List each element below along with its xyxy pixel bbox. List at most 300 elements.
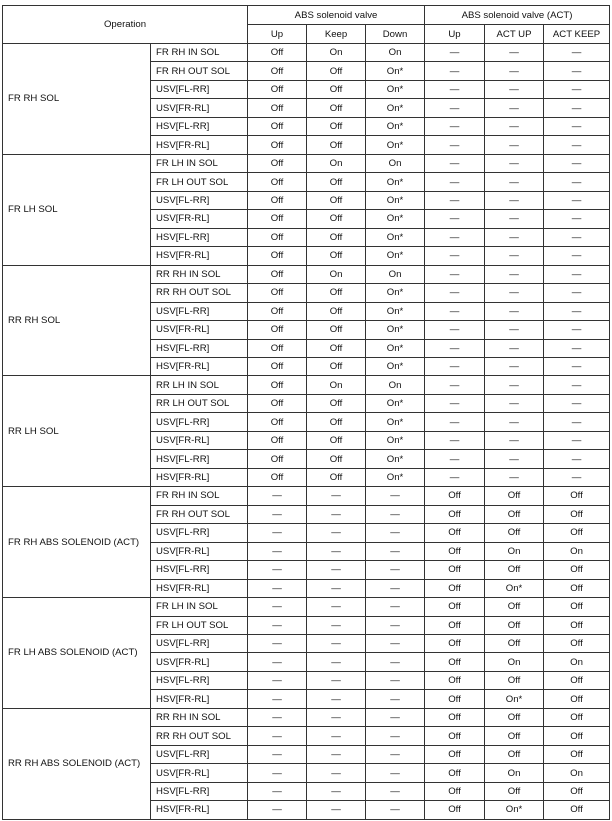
state-value-cell: — [485,136,544,154]
state-value-cell: — [425,62,485,80]
state-value-cell: — [485,191,544,209]
state-value-cell: — [544,247,610,265]
state-value-cell: On* [366,247,425,265]
header-col-act-up: ACT UP [485,25,544,44]
state-value-cell: — [544,80,610,98]
state-value-cell: — [248,690,307,708]
state-value-cell: — [248,635,307,653]
state-value-cell: On [485,542,544,560]
state-value-cell: On* [366,80,425,98]
state-value-cell: Off [307,228,366,246]
header-col-act-keep: ACT KEEP [544,25,610,44]
state-value-cell: Off [544,782,610,800]
state-value-cell: — [544,321,610,339]
state-value-cell: — [544,339,610,357]
state-value-cell: Off [248,302,307,320]
header-row-groups [3,6,610,25]
state-value-cell: — [248,671,307,689]
solenoid-label-cell: HSV[FR-RL] [151,690,248,708]
state-value-cell: Off [425,635,485,653]
state-value-cell: Off [307,117,366,135]
solenoid-label-cell: HSV[FR-RL] [151,579,248,597]
state-value-cell: Off [485,727,544,745]
solenoid-label-cell: USV[FL-RR] [151,80,248,98]
state-value-cell: Off [248,357,307,375]
solenoid-label-cell: RR RH OUT SOL [151,284,248,302]
state-value-cell: — [366,708,425,726]
state-value-cell: — [544,357,610,375]
solenoid-label-cell: FR RH OUT SOL [151,62,248,80]
state-value-cell: — [544,62,610,80]
state-value-cell: On* [366,321,425,339]
state-value-cell: Off [485,598,544,616]
state-value-cell: — [425,394,485,412]
state-value-cell: Off [425,542,485,560]
solenoid-label-cell: USV[FL-RR] [151,524,248,542]
state-value-cell: Off [248,247,307,265]
state-value-cell: Off [307,210,366,228]
state-value-cell: Off [425,745,485,763]
solenoid-label-cell: HSV[FL-RR] [151,117,248,135]
solenoid-label-cell: USV[FL-RR] [151,302,248,320]
state-value-cell: Off [307,321,366,339]
state-value-cell: On [307,265,366,283]
table-row [3,376,610,394]
state-value-cell: Off [248,99,307,117]
state-value-cell: On* [366,228,425,246]
state-value-cell: — [425,80,485,98]
state-value-cell: Off [248,431,307,449]
state-value-cell: On [366,44,425,62]
solenoid-label-cell: USV[FL-RR] [151,191,248,209]
state-value-cell: Off [248,450,307,468]
state-value-cell: On* [366,284,425,302]
state-value-cell: — [544,228,610,246]
state-value-cell: Off [425,579,485,597]
state-value-cell: On* [366,210,425,228]
state-value-cell: — [425,210,485,228]
state-value-cell: Off [307,413,366,431]
state-value-cell: On* [366,339,425,357]
state-value-cell: — [485,228,544,246]
state-value-cell: — [307,782,366,800]
state-value-cell: Off [425,764,485,782]
state-value-cell: — [544,117,610,135]
solenoid-label-cell: RR RH IN SOL [151,708,248,726]
state-value-cell: Off [544,801,610,819]
state-value-cell: On* [485,801,544,819]
state-value-cell: — [425,413,485,431]
state-value-cell: Off [544,671,610,689]
state-value-cell: — [425,247,485,265]
state-value-cell: Off [485,708,544,726]
state-value-cell: — [248,727,307,745]
group-name-cell: FR RH ABS SOLENOID (ACT) [3,487,151,598]
state-value-cell: Off [485,745,544,763]
state-value-cell: Off [248,339,307,357]
state-value-cell: On* [366,357,425,375]
state-value-cell: On [544,764,610,782]
state-value-cell: — [307,616,366,634]
state-value-cell: — [248,524,307,542]
state-value-cell: — [248,745,307,763]
state-value-cell: — [485,210,544,228]
state-value-cell: — [248,616,307,634]
solenoid-label-cell: HSV[FR-RL] [151,357,248,375]
solenoid-label-cell: RR LH IN SOL [151,376,248,394]
state-value-cell: Off [248,265,307,283]
state-value-cell: — [485,413,544,431]
state-value-cell: Off [485,635,544,653]
state-value-cell: Off [485,671,544,689]
table-body [3,44,610,820]
state-value-cell: — [425,321,485,339]
state-value-cell: — [544,468,610,486]
state-value-cell: — [425,99,485,117]
state-value-cell: — [544,210,610,228]
solenoid-label-cell: HSV[FR-RL] [151,468,248,486]
state-value-cell: — [485,302,544,320]
state-value-cell: On* [366,431,425,449]
state-value-cell: — [544,191,610,209]
group-name-cell: FR LH ABS SOLENOID (ACT) [3,598,151,709]
state-value-cell: Off [307,62,366,80]
state-value-cell: — [366,764,425,782]
state-value-cell: — [425,44,485,62]
state-value-cell: — [307,598,366,616]
state-value-cell: — [307,671,366,689]
solenoid-label-cell: FR LH OUT SOL [151,173,248,191]
state-value-cell: Off [544,598,610,616]
state-value-cell: — [544,136,610,154]
state-value-cell: — [248,561,307,579]
state-value-cell: — [248,801,307,819]
solenoid-label-cell: FR RH IN SOL [151,487,248,505]
state-value-cell: Off [307,431,366,449]
header-abs-solenoid-valve-act: ABS solenoid valve (ACT) [425,6,610,25]
state-value-cell: On [485,764,544,782]
state-value-cell: — [366,727,425,745]
state-value-cell: — [248,653,307,671]
solenoid-label-cell: USV[FR-RL] [151,653,248,671]
header-col-down: Down [366,25,425,44]
solenoid-label-cell: USV[FR-RL] [151,542,248,560]
state-value-cell: — [248,708,307,726]
state-value-cell: Off [248,321,307,339]
state-value-cell: — [366,782,425,800]
state-value-cell: — [248,764,307,782]
state-value-cell: — [366,561,425,579]
state-value-cell: Off [425,598,485,616]
state-value-cell: — [425,154,485,172]
state-value-cell: — [485,99,544,117]
state-value-cell: — [485,450,544,468]
solenoid-label-cell: HSV[FL-RR] [151,339,248,357]
state-value-cell: Off [425,487,485,505]
state-value-cell: Off [544,505,610,523]
solenoid-label-cell: USV[FR-RL] [151,764,248,782]
state-value-cell: Off [307,339,366,357]
state-value-cell: — [425,136,485,154]
state-value-cell: On* [366,62,425,80]
state-value-cell: Off [307,99,366,117]
state-value-cell: Off [544,561,610,579]
group-name-cell: RR LH SOL [3,376,151,487]
state-value-cell: Off [248,191,307,209]
table-row [3,598,610,616]
state-value-cell: — [485,62,544,80]
state-value-cell: — [544,376,610,394]
state-value-cell: Off [425,524,485,542]
state-value-cell: — [485,284,544,302]
state-value-cell: Off [248,376,307,394]
solenoid-label-cell: USV[FL-RR] [151,413,248,431]
state-value-cell: — [425,265,485,283]
state-value-cell: Off [425,801,485,819]
state-value-cell: Off [307,450,366,468]
state-value-cell: — [485,117,544,135]
header-abs-solenoid-valve: ABS solenoid valve [248,6,425,25]
state-value-cell: — [307,542,366,560]
state-value-cell: Off [248,117,307,135]
state-value-cell: — [248,542,307,560]
header-operation: Operation [3,6,248,44]
state-value-cell: Off [544,579,610,597]
state-value-cell: On* [366,468,425,486]
state-value-cell: Off [485,561,544,579]
state-value-cell: — [366,524,425,542]
table-row [3,265,610,283]
state-value-cell: Off [307,394,366,412]
state-value-cell: Off [544,616,610,634]
state-value-cell: — [248,782,307,800]
state-value-cell: — [366,579,425,597]
state-value-cell: Off [425,708,485,726]
solenoid-label-cell: HSV[FL-RR] [151,782,248,800]
state-value-cell: On* [485,690,544,708]
state-value-cell: — [366,616,425,634]
state-value-cell: — [544,431,610,449]
state-value-cell: — [425,228,485,246]
state-value-cell: Off [307,284,366,302]
state-value-cell: Off [544,690,610,708]
state-value-cell: — [544,394,610,412]
state-value-cell: Off [307,357,366,375]
state-value-cell: — [425,302,485,320]
solenoid-label-cell: FR LH IN SOL [151,598,248,616]
solenoid-label-cell: FR RH IN SOL [151,44,248,62]
state-value-cell: — [425,431,485,449]
state-value-cell: — [307,745,366,763]
state-value-cell: Off [425,505,485,523]
state-value-cell: — [248,487,307,505]
solenoid-label-cell: RR RH OUT SOL [151,727,248,745]
state-value-cell: Off [307,302,366,320]
state-value-cell: — [307,561,366,579]
state-value-cell: Off [307,191,366,209]
state-value-cell: Off [485,616,544,634]
solenoid-label-cell: USV[FL-RR] [151,635,248,653]
state-value-cell: On [307,154,366,172]
state-value-cell: Off [544,745,610,763]
state-value-cell: On [366,265,425,283]
state-value-cell: On* [366,394,425,412]
state-value-cell: — [425,468,485,486]
state-value-cell: — [485,339,544,357]
solenoid-label-cell: FR RH OUT SOL [151,505,248,523]
state-value-cell: Off [425,782,485,800]
state-value-cell: Off [307,468,366,486]
state-value-cell: — [366,598,425,616]
state-value-cell: On* [366,136,425,154]
solenoid-label-cell: USV[FR-RL] [151,210,248,228]
state-value-cell: — [485,431,544,449]
state-value-cell: Off [544,635,610,653]
state-value-cell: Off [248,210,307,228]
state-value-cell: Off [248,228,307,246]
state-value-cell: — [425,357,485,375]
state-value-cell: — [544,99,610,117]
state-value-cell: — [544,265,610,283]
state-value-cell: — [366,542,425,560]
header-col-act-up-plain: Up [425,25,485,44]
state-value-cell: Off [307,247,366,265]
state-value-cell: Off [485,782,544,800]
state-value-cell: Off [248,284,307,302]
state-value-cell: — [307,764,366,782]
state-value-cell: Off [248,44,307,62]
state-value-cell: On* [366,450,425,468]
state-value-cell: On* [485,579,544,597]
state-value-cell: — [366,745,425,763]
state-value-cell: — [485,154,544,172]
state-value-cell: — [544,154,610,172]
solenoid-label-cell: USV[FR-RL] [151,431,248,449]
state-value-cell: — [485,394,544,412]
solenoid-label-cell: HSV[FL-RR] [151,228,248,246]
state-value-cell: — [485,321,544,339]
state-value-cell: — [485,247,544,265]
group-name-cell: RR RH ABS SOLENOID (ACT) [3,708,151,819]
state-value-cell: — [544,173,610,191]
header-col-up: Up [248,25,307,44]
state-value-cell: — [425,173,485,191]
state-value-cell: Off [544,524,610,542]
state-value-cell: Off [425,561,485,579]
state-value-cell: Off [544,708,610,726]
solenoid-label-cell: HSV[FL-RR] [151,450,248,468]
solenoid-label-cell: USV[FR-RL] [151,99,248,117]
state-value-cell: Off [248,136,307,154]
state-value-cell: — [307,579,366,597]
solenoid-label-cell: USV[FL-RR] [151,745,248,763]
state-value-cell: — [425,191,485,209]
state-value-cell: — [485,44,544,62]
state-value-cell: — [544,450,610,468]
state-value-cell: — [425,339,485,357]
state-value-cell: Off [425,690,485,708]
solenoid-operation-table [2,5,610,820]
state-value-cell: Off [307,136,366,154]
state-value-cell: Off [248,173,307,191]
state-value-cell: — [366,505,425,523]
state-value-cell: Off [544,727,610,745]
state-value-cell: — [248,505,307,523]
state-value-cell: — [366,487,425,505]
state-value-cell: On* [366,302,425,320]
state-value-cell: On* [366,173,425,191]
solenoid-label-cell: HSV[FR-RL] [151,801,248,819]
state-value-cell: — [248,579,307,597]
state-value-cell: — [425,284,485,302]
state-value-cell: Off [544,487,610,505]
state-value-cell: Off [248,413,307,431]
state-value-cell: Off [248,80,307,98]
solenoid-label-cell: HSV[FR-RL] [151,136,248,154]
state-value-cell: — [544,413,610,431]
state-value-cell: Off [248,394,307,412]
group-name-cell: FR LH SOL [3,154,151,265]
state-value-cell: On* [366,117,425,135]
solenoid-label-cell: FR LH OUT SOL [151,616,248,634]
state-value-cell: — [307,801,366,819]
state-value-cell: Off [485,505,544,523]
state-value-cell: Off [248,62,307,80]
state-value-cell: — [485,376,544,394]
state-value-cell: — [366,671,425,689]
state-value-cell: — [366,653,425,671]
solenoid-label-cell: USV[FR-RL] [151,321,248,339]
solenoid-label-cell: RR LH OUT SOL [151,394,248,412]
state-value-cell: On [366,376,425,394]
state-value-cell: On* [366,191,425,209]
state-value-cell: — [307,635,366,653]
state-value-cell: On [307,376,366,394]
state-value-cell: — [485,80,544,98]
state-value-cell: — [366,690,425,708]
state-value-cell: — [425,450,485,468]
state-value-cell: — [544,44,610,62]
solenoid-label-cell: RR RH IN SOL [151,265,248,283]
state-value-cell: On [544,542,610,560]
state-value-cell: Off [248,154,307,172]
state-value-cell: Off [425,616,485,634]
state-value-cell: — [307,690,366,708]
table-row [3,487,610,505]
state-value-cell: On [366,154,425,172]
solenoid-operation-table-wrapper [2,5,610,820]
table-row [3,154,610,172]
state-value-cell: — [307,505,366,523]
state-value-cell: On [485,653,544,671]
state-value-cell: — [248,598,307,616]
state-value-cell: — [425,117,485,135]
table-row [3,708,610,726]
header-col-keep: Keep [307,25,366,44]
state-value-cell: — [485,468,544,486]
state-value-cell: Off [425,671,485,689]
solenoid-label-cell: HSV[FR-RL] [151,247,248,265]
state-value-cell: — [307,524,366,542]
state-value-cell: — [485,357,544,375]
state-value-cell: — [544,302,610,320]
state-value-cell: Off [307,173,366,191]
state-value-cell: — [366,635,425,653]
group-name-cell: FR RH SOL [3,44,151,155]
state-value-cell: — [307,653,366,671]
state-value-cell: — [544,284,610,302]
solenoid-label-cell: FR LH IN SOL [151,154,248,172]
